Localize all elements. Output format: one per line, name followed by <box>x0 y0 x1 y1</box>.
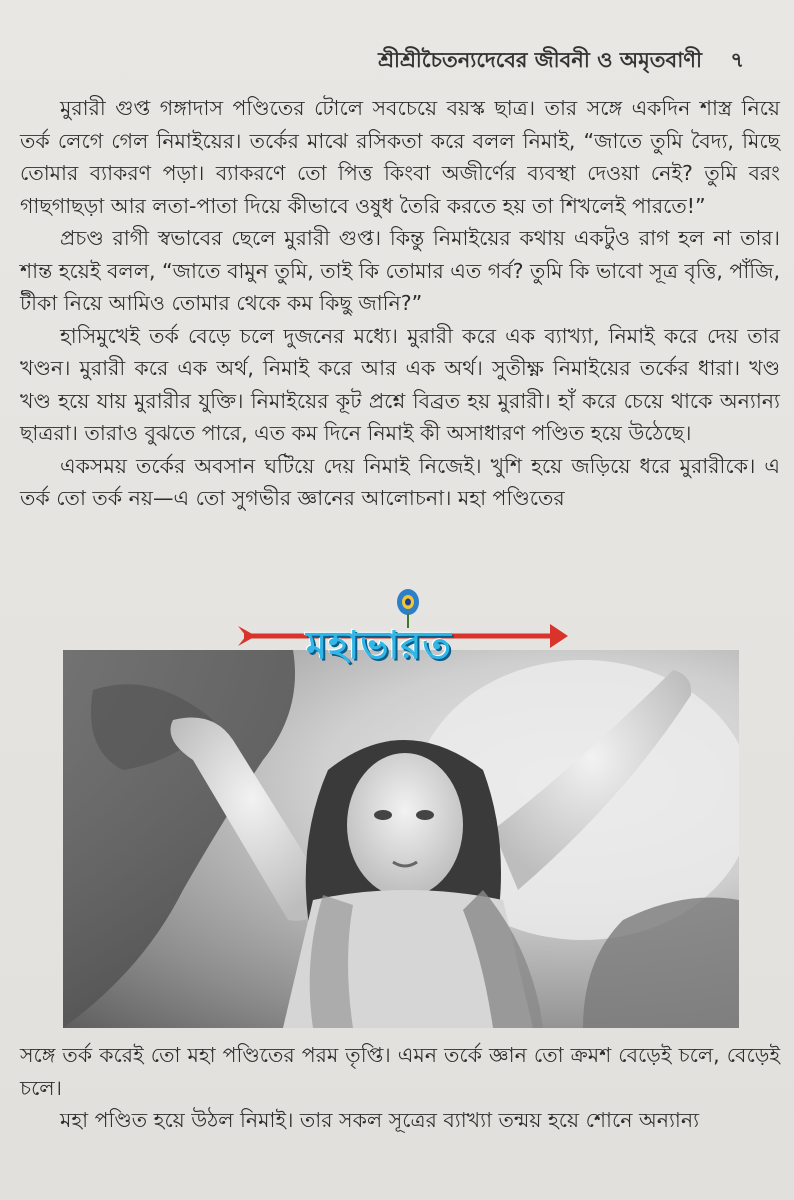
paragraph: একসময় তর্কের অবসান ঘটিয়ে দেয় নিমাই নিজেই। খুশি হয়ে জড়িয়ে ধরে মুরারীকে। এ তর্ক তো তর্ক নয়—এ তো সুগভীর জ্ঞানের আলোচনা। মহা পণ্ডিতের <box>20 453 780 510</box>
body-text-top <box>20 92 780 515</box>
paragraph: সঙ্গে তর্ক করেই তো মহা পণ্ডিতের পরম তৃপ্তি। এমন তর্কে জ্ঞান তো ক্রমশ বেড়েই চলে, বেড়েই চলে। <box>20 1043 780 1100</box>
running-title: শ্রীশ্রীচৈতন্যদেবের জীবনী ও অমৃতবাণী <box>378 48 702 72</box>
body-text-bottom <box>20 1039 780 1137</box>
illustration-photo <box>63 650 739 1028</box>
paragraph: মহা পণ্ডিত হয়ে উঠল নিমাই। তার সকল সূত্রের ব্যাখ্যা তন্ময় হয়ে শোনে অন্যান্য <box>60 1108 700 1132</box>
paragraph: প্রচণ্ড রাগী স্বভাবের ছেলে মুরারী গুপ্ত। কিন্তু নিমাইয়ের কথায় একটুও রাগ হল না তার। শান্ত হয়েই বলল, “জাতে বামুন তুমি, তাই কি তোমার এত গর্ব? তুমি কি ভাবো সূত্র বৃত্তি, পাঁজি, টীকা নিয়ে আমিও তোমার থেকে কম কিছু জানি?” <box>20 226 780 315</box>
portrait-illustration <box>63 650 739 1028</box>
paragraph: মুরারী গুপ্ত গঙ্গাদাস পণ্ডিতের টোলে সবচেয়ে বয়স্ক ছাত্র। তার সঙ্গে একদিন শাস্ত্র নিয়ে তর্ক লেগে গেল নিমাইয়ের। তর্কের মাঝে রসিকতা করে বলল নিমাই, “জাতে তুমি বৈদ্য, মিছে তোমার ব্যাকরণ পড়া। ব্যাকরণে তো পিত্ত কিংবা অজীর্ণের ব্যবস্থা দেওয়া নেই? তুমি বরং গাছগাছড়া আর লতা-পাতা দিয়ে কীভাবে ওষুধ তৈরি করতে হয় তা শিখলেই পারতে!” <box>20 96 780 218</box>
page-header <box>0 38 794 74</box>
watermark <box>238 612 568 672</box>
watermark-text: মহাভারত <box>306 623 452 667</box>
page-number: ৭ <box>730 48 744 72</box>
paragraph: হাসিমুখেই তর্ক বেড়ে চলে দুজনের মধ্যে। মুরারী করে এক ব্যাখ্যা, নিমাই করে দেয় তার খণ্ডন। মুরারী করে এক অর্থ, নিমাই করে আর এক অর্থ। সুতীক্ষ্ণ নিমাইয়ের তর্কের ধারা। খণ্ড খণ্ড হয়ে যায় মুরারীর যুক্তি। নিমাইয়ের কূট প্রশ্নে বিব্রত হয় মুরারী। হাঁ করে চেয়ে থাকে অন্যান্য ছাত্ররা। তারাও বুঝতে পারে, এত কম দিনে নিমাই কী অসাধারণ পণ্ডিত হয়ে উঠেছে। <box>20 323 780 445</box>
